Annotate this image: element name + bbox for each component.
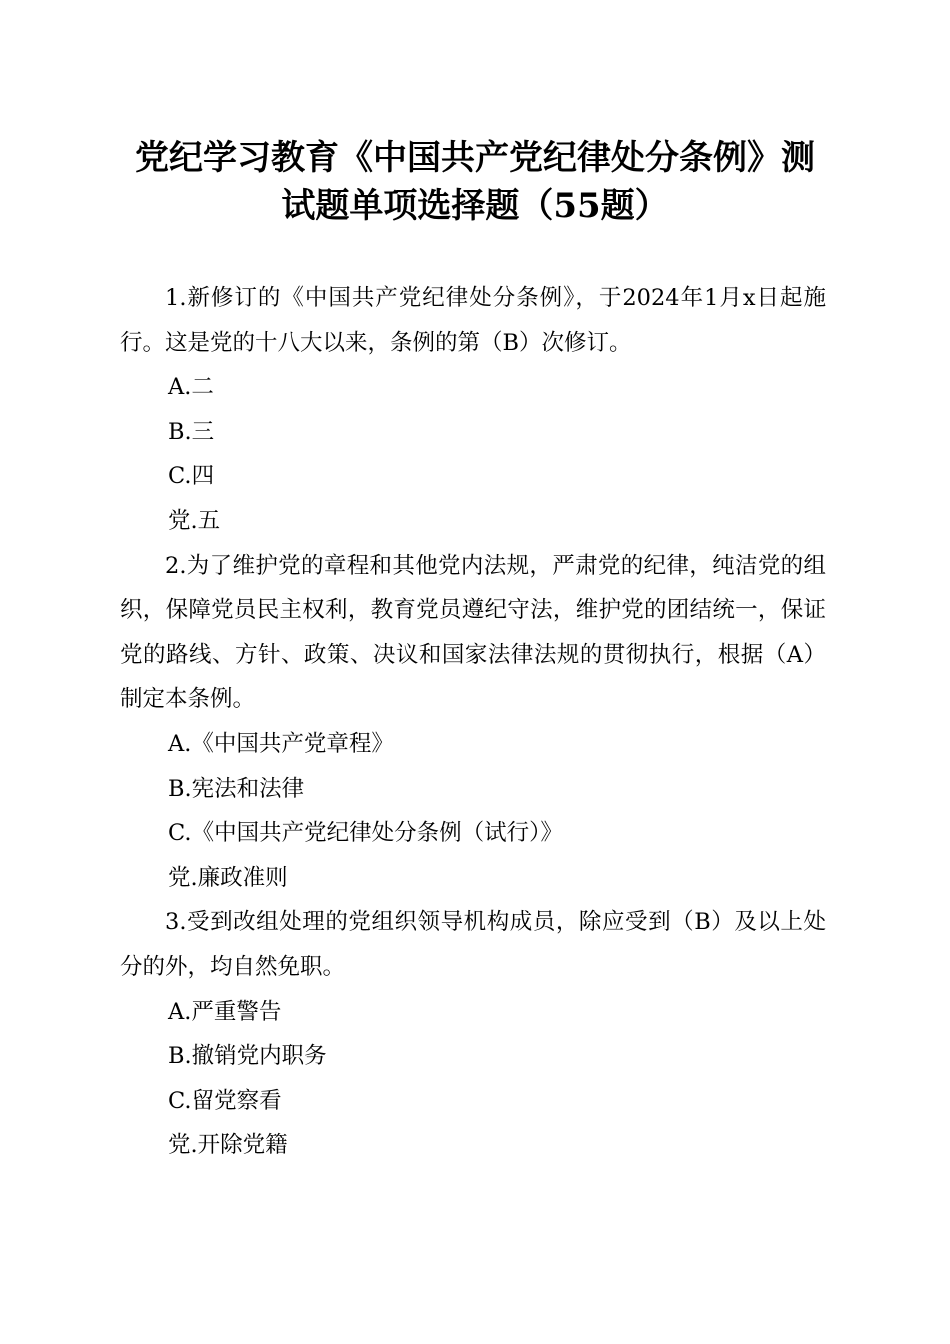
- title-line-2: 试题单项选择题（55题）: [281, 186, 669, 226]
- question-option-b: B.宪法和法律: [168, 775, 305, 802]
- question-stem: 3.受到改组处理的党组织领导机构成员，除应受到（B）及以上处分的外，均自然免职。: [120, 909, 826, 980]
- question-3: [120, 900, 826, 1168]
- question-option-a: A.严重警告: [168, 998, 282, 1025]
- title-line-1: 党纪学习教育《中国共产党纪律处分条例》测: [135, 138, 815, 178]
- question-option-b: B.三: [168, 418, 215, 445]
- question-2: [120, 544, 826, 901]
- question-option-c: C.《中国共产党纪律处分条例（试行）》: [168, 820, 563, 847]
- question-option-a: A.二: [168, 374, 214, 401]
- question-option-b: B.撤销党内职务: [168, 1043, 327, 1070]
- question-option-d: 党.廉政准则: [168, 864, 288, 891]
- question-1: [120, 276, 826, 544]
- document-body: [120, 276, 826, 1168]
- question-option-c: C.留党察看: [168, 1087, 282, 1114]
- document-title: [118, 134, 832, 230]
- question-stem: 2.为了维护党的章程和其他党内法规，严肃党的纪律，纯洁党的组织，保障党员民主权利，教育党员遵纪守法，维护党的团结统一，保证党的路线、方针、政策、决议和国家法律法规的贯彻执行，根据（A）制定本条例。: [120, 552, 826, 713]
- question-option-c: C.四: [168, 463, 215, 490]
- question-option-d: 党.开除党籍: [168, 1132, 288, 1159]
- question-stem: 1.新修订的《中国共产党纪律处分条例》，于2024年1月x日起施行。这是党的十八大以来，条例的第（B）次修订。: [120, 285, 826, 356]
- question-option-d: 党.五: [168, 507, 221, 534]
- question-option-a: A.《中国共产党章程》: [168, 730, 394, 757]
